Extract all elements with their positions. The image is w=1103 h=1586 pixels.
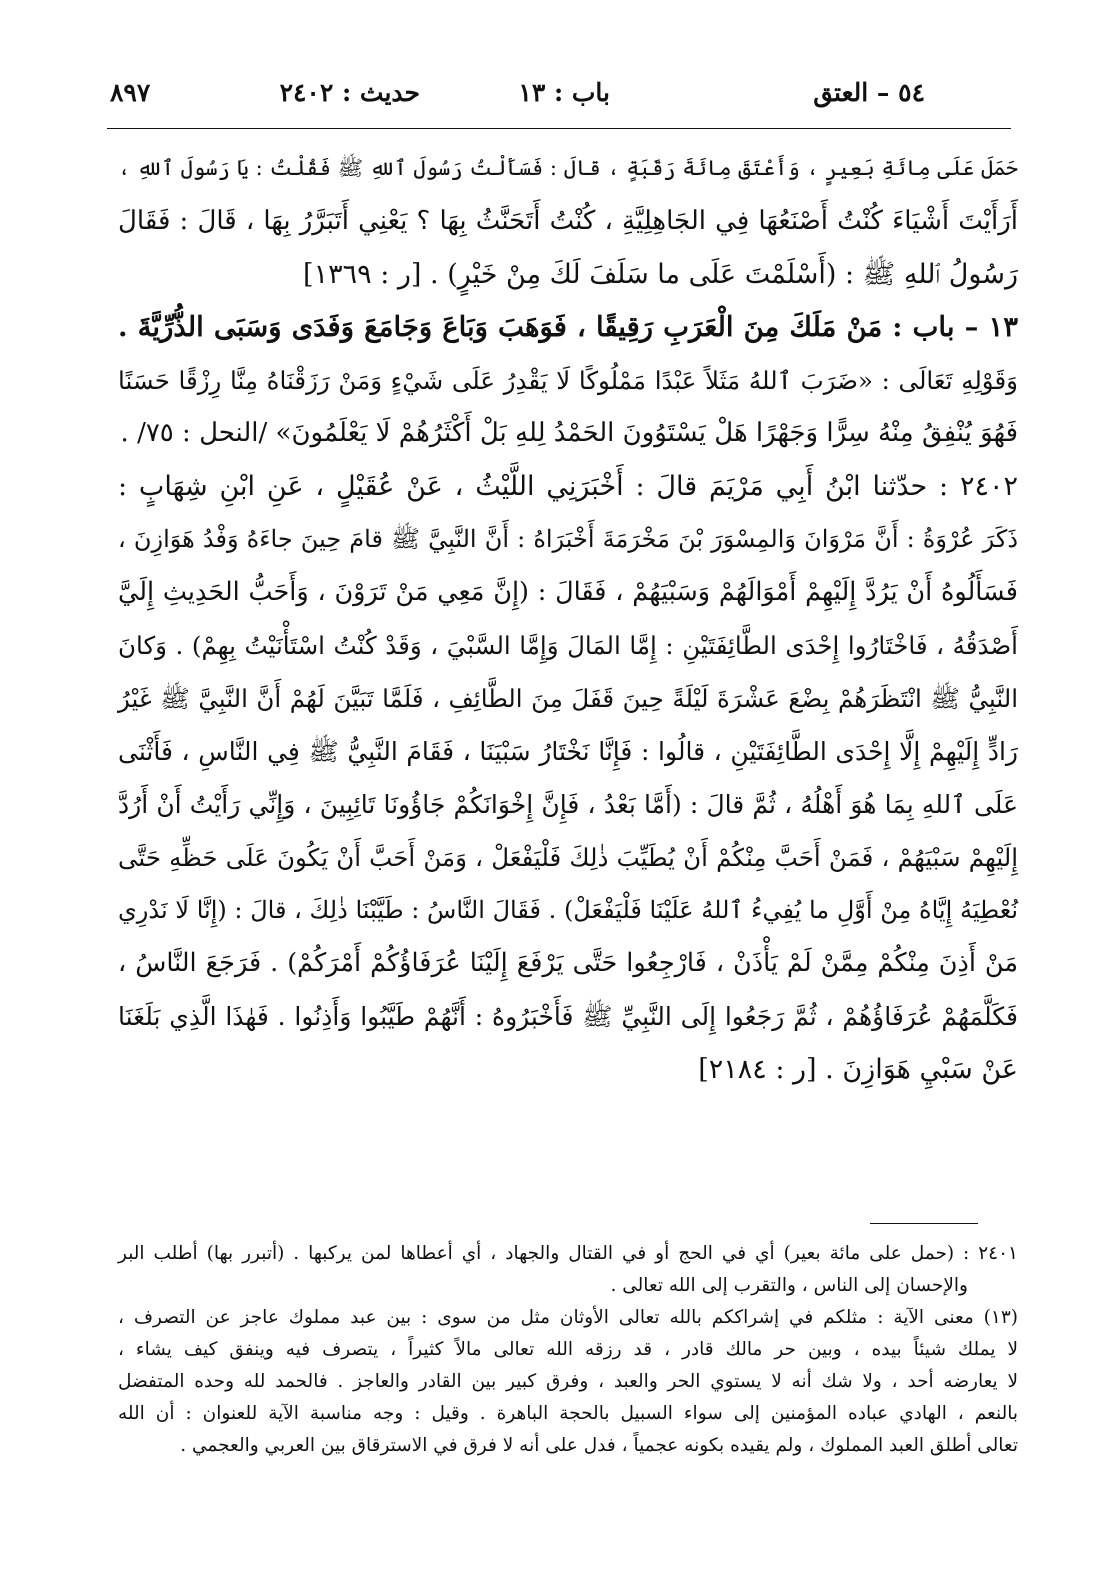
text-line: النَّبِيُّ ﷺ انْتَظَرَهُمْ بِضْعَ عَشْرَةَ لَيْلَةً حِينَ قَفَلَ مِنَ الطَّائِفِ ، فَلَمَّا تَبَيَّنَ لَهُمْ أَنَّ النَّبِيَّ ﷺ غَيْرُ: [118, 684, 1018, 713]
text-line: مَنْ أَذِنَ مِنْكُمْ مِمَّنْ لَمْ يَأْذَنْ ، فَارْجِعُوا حَتَّى يَرْفَعَ إِلَيْنَا عُرَفَاؤُكُمْ أَمْرَكُمْ) . فَرَجَعَ النَّاسُ ،: [118, 948, 1018, 978]
footnote-line: والإحسان إلى الناس ، والتقرب إلى الله تعالى .: [610, 1275, 968, 1296]
footnote-line: لا يملك شيئاً بيده ، وبين حر مالك قادر ، قد رزقه الله تعالى مالاً كثيراً ، يتصرف فيه وينفق كيف يشاء ،: [118, 1339, 1018, 1360]
bab-heading: ١٣ – باب : مَنْ مَلَكَ مِنَ الْعَرَبِ رَقِيقًا ، فَوَهَبَ وَبَاعَ وَجَامَعَ وَفَدَى وَسَبَى الذُّرِّيَّةَ .: [118, 311, 1018, 343]
text-line: عَلَى ٱللهِ بِمَا هُوَ أَهْلُهُ ، ثُمَّ قالَ : (أَمَّا بَعْدُ ، فَإِنَّ إِخْوَانَكُمْ جَاؤُونَا تَائِبِينَ ، وَإِنِّي رَأَيْتُ أَنْ أَرُدَّ: [118, 790, 1018, 819]
footnote-line: بالنعم ، الهادي عباده المؤمنين إلى سواء السبيل بالحجة الباهرة . وقيل : وجه مناسبة الآية للعنوان : أن الله: [118, 1403, 1018, 1424]
text-line: عَنْ سَبْيِ هَوَازِنَ . [ر : ٢١٨٤]: [698, 1054, 1018, 1085]
text-line: ذَكَرَ عُرْوَةُ : أَنَّ مَرْوَانَ وَالمِسْوَرَ بْنَ مَخْرَمَةَ أَخْبَرَاهُ : أَنَّ النَّبِيَّ ﷺ قامَ حِينَ جاءَهُ وَفْدُ هَوَازِنَ ،: [118, 525, 1018, 553]
footnote-line: (١٣) معنى الآية : مثلكم في إشراككم بالله تعالى الأوثان مثل من سوى : بين عبد مملوك عاجز عن التصرف ،: [118, 1307, 1018, 1328]
text-line: أَصْدَقُهُ ، فَاخْتَارُوا إِحْدَى الطَّائِفَتَيْنِ : إِمَّا المَالَ وَإِمَّا السَّبْيَ ، وَقَدْ كُنْتُ اسْتَأْنَيْتُ بِهِمْ) . وَكانَ: [118, 631, 1018, 660]
page-header: [110, 78, 1010, 118]
text-line: رَادٍّ إِلَيْهِمْ إِلَّا إِحْدَى الطَّائِفَتَيْنِ ، قالُوا : فَإِنَّا نَخْتَارُ سَبْيَنَا ، فَقَامَ النَّبِيُّ ﷺ فِي النَّاسِ ، فَأَثْنَى: [118, 737, 1018, 766]
text-line: رَسُولُ ٱللهِ ﷺ : (أَسْلَمْتَ عَلَى ما سَلَفَ لَكَ مِنْ خَيْرٍ) . [ر : ١٣٦٩]: [303, 259, 1018, 290]
text-line: فَكَلَّمَهُمْ عُرَفَاؤُهُمْ ، ثُمَّ رَجَعُوا إِلَى النَّبِيِّ ﷺ فَأَخْبَرُوهُ : أَنَّهُمْ طَيَّبُوا وَأَذِنُوا . فَهٰذَا الَّذِي بَلَغَنَا: [118, 1002, 1018, 1031]
main-text: [118, 142, 1018, 1096]
text-line: وَقَوْلِهِ تَعَالَى : «ضَرَبَ ٱللهُ مَثَلاً عَبْدًا مَمْلُوكًا لَا يَقْدِرُ عَلَى شَيْءٍ وَمَنْ رَزَقْنَاهُ مِنَّا رِزْقًا حَسَنًا: [118, 366, 1018, 395]
chapter-title: ٥٤ – العتق: [813, 78, 925, 107]
text-line: ٢٤٠٢ : حدّثنا ابْنُ أَبِي مَرْيَمَ قالَ : أَخْبَرَنِي اللَّيْثُ ، عَنْ عُقَيْلٍ ، عَنِ ابْنِ شِهَابٍ :: [118, 471, 1018, 502]
footnotes: [118, 1238, 1018, 1462]
footnote-separator: [870, 1223, 978, 1224]
footnote-line: لا يعارضه أحد ، ولا شك أنه لا يستوي الحر والعبد ، وفرق كبير بين القادر والعاجز . فالحمد لله وحده المتفضل: [118, 1371, 1018, 1392]
footnote-line: تعالى أطلق العبد المملوك ، ولم يقيده بكونه عجمياً ، فدل على أنه لا فرق في الاسترقاق بين العربي والعجمي .: [180, 1435, 1018, 1456]
text-line: إِلَيْهِمْ سَبْيَهُمْ ، فَمَنْ أَحَبَّ مِنْكُمْ أَنْ يُطَيِّبَ ذٰلِكَ فَلْيَفْعَلْ ، وَمَنْ أَحَبَّ أَنْ يَكُونَ عَلَى حَظِّهِ حَتَّى: [118, 843, 1018, 872]
header-rule: [107, 128, 1011, 129]
text-line: أَرَأَيْتَ أَشْيَاءَ كُنْتُ أَصْنَعُهَا فِي الجَاهِلِيَّةِ ، كُنْتُ أَتَحَنَّثُ بِهَا ؟ يَعْنِي أَتَبَرَّرُ بِهَا ، قَالَ : فَقَالَ: [118, 206, 1018, 236]
text-line: فَسَأَلُوهُ أَنْ يَرُدَّ إِلَيْهِمْ أَمْوَالَهُمْ وَسَبْيَهُمْ ، فَقَالَ : (إِنَّ مَعِي مَنْ تَرَوْنَ ، وَأَحَبُّ الحَدِيثِ إِلَيَّ: [118, 577, 1018, 607]
text-line: نُعْطِيَهُ إِيَّاهُ مِنْ أَوَّلِ ما يُفِيءُ ٱللهُ عَلَيْنَا فَلْيَفْعَلْ) . فَقَالَ النَّاسُ : طَيَّبْنَا ذٰلِكَ ، قالَ : (إِنَّا لَا نَدْرِي: [118, 896, 1018, 924]
footnote-line: ٢٤٠١ : (حمل على مائة بعير) أي في الحج أو في القتال والجهاد ، أي أعطاها لمن يركبها . (أتبرر بها) أطلب البر: [118, 1243, 1018, 1264]
page-number: ٨٩٧: [110, 78, 151, 107]
text-line: فَهُوَ يُنْفِقُ مِنْهُ سِرًّا وَجَهْرًا هَلْ يَسْتَوُونَ الحَمْدُ لِلهِ بَلْ أَكْثَرُهُمْ لَا يَعْلَمُونَ» /النحل : ٧٥/ .: [120, 418, 1018, 448]
bab-number: باب : ١٣: [518, 78, 610, 107]
text-line: حَمَلَ عَلَى مِائَةِ بَعِيرٍ ، وَأَعْتَقَ مِائَةَ رَقَبَةٍ ، قالَ : فَسَأَلْتُ رَسُولَ ٱللهِ ﷺ فَقُلْتُ : يَا رَسُولَ ٱللهِ ،: [118, 156, 1018, 180]
hadith-number: حديث : ٢٤٠٢: [279, 78, 420, 107]
